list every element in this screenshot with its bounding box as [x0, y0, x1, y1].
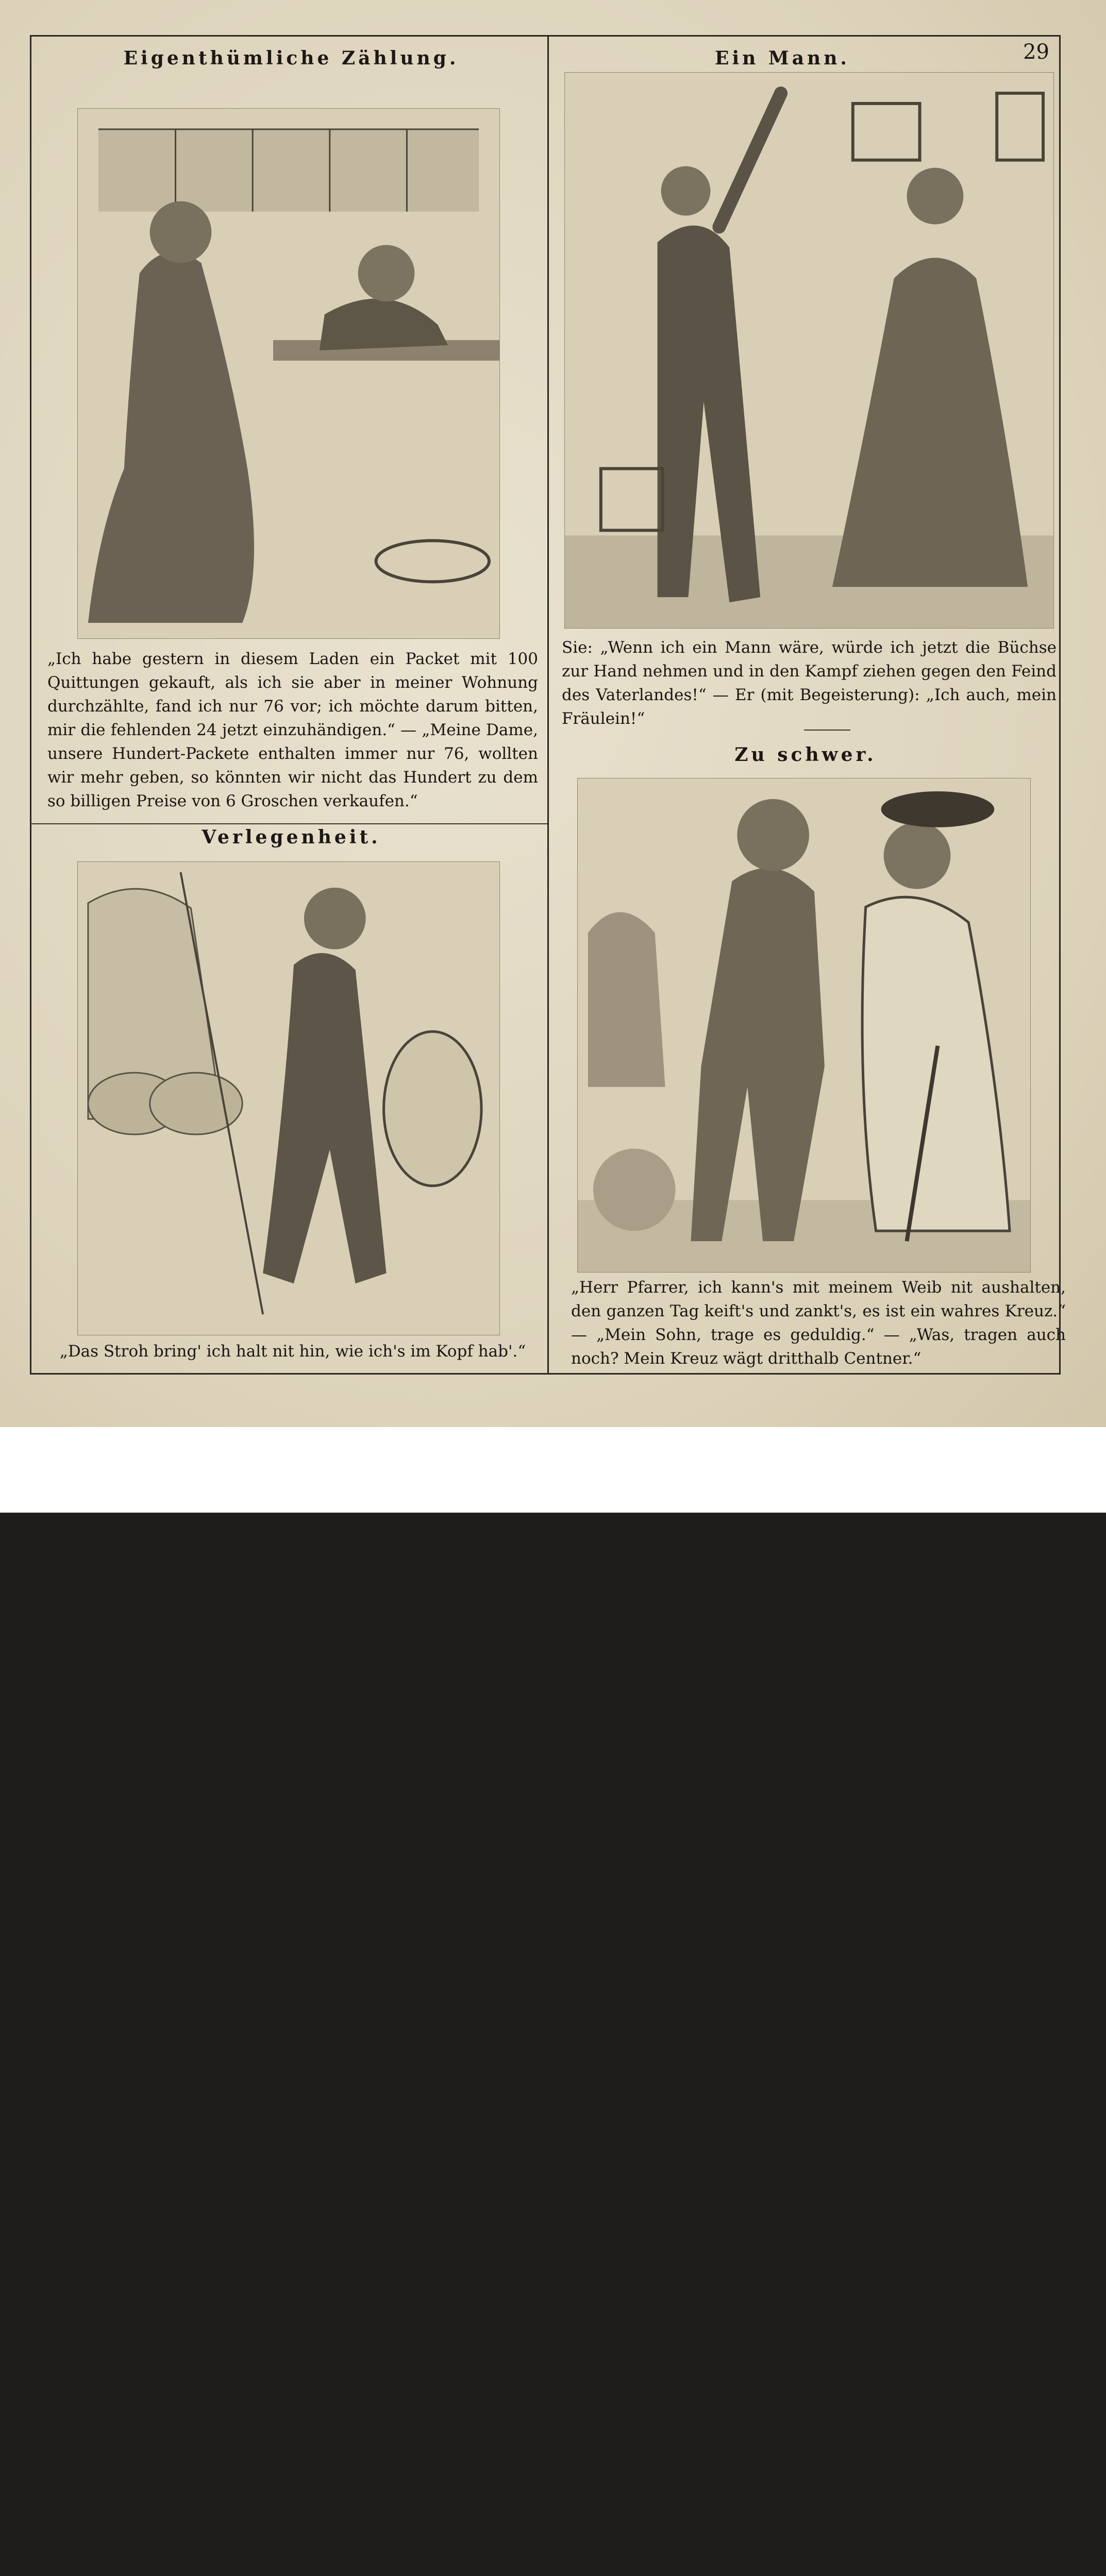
page-number: 29 [1023, 40, 1049, 64]
panel-4-engraving [577, 778, 1031, 1273]
column-divider [547, 35, 549, 1375]
panel-2-engraving [564, 72, 1054, 629]
panel-2-title: Ein Mann. [715, 47, 850, 69]
panel-1-title: Eigenthümliche Zählung. [123, 47, 459, 69]
panel-3-engraving [77, 861, 500, 1335]
panel-3-title: Verlegenheit. [202, 826, 381, 848]
left-section-divider [30, 823, 547, 824]
viewer-footer [0, 1427, 1106, 1513]
panel-3-caption: „Das Stroh bring' ich halt nit hin, wie ich's im Kopf hab'.“ [59, 1342, 526, 1361]
panel-1-caption: „Ich habe gestern in diesem Laden ein Packet mit 100 Quittungen gekauft, als ich sie aber in meiner Wohnung durchzählte, fand ich nur 76 vor; ich möchte darum bitten, mir die fehlenden 24 jetzt einzuhändigen.“ — „Meine Dame, unsere Hundert-Packete enthalten immer nur 76, wollten wir mehr geben, so könnten wir nicht das Hundert zu dem so billigen Preise von 6 Groschen verkaufen.“ [47, 650, 538, 810]
panel-2-caption: Sie: „Wenn ich ein Mann wäre, würde ich jetzt die Büchse zur Hand nehmen und in den Kampf ziehen gegen den Feind des Vaterlandes!“ — Er (mit Begeisterung): „Ich auch, mein Fräulein!“ [562, 638, 1057, 728]
panel-1-engraving [77, 108, 500, 639]
panel-4-title: Zu schwer. [734, 744, 877, 766]
panel-4-caption: „Herr Pfarrer, ich kann's mit meinem Weib nit aushalten, den ganzen Tag keift's und zankt's, es ist ein wahres Kreuz.“ — „Mein Sohn, trage es geduldig.“ — „Was, tragen auch noch? Mein Kreuz wägt dritthalb Centner.“ [571, 1278, 1066, 1368]
